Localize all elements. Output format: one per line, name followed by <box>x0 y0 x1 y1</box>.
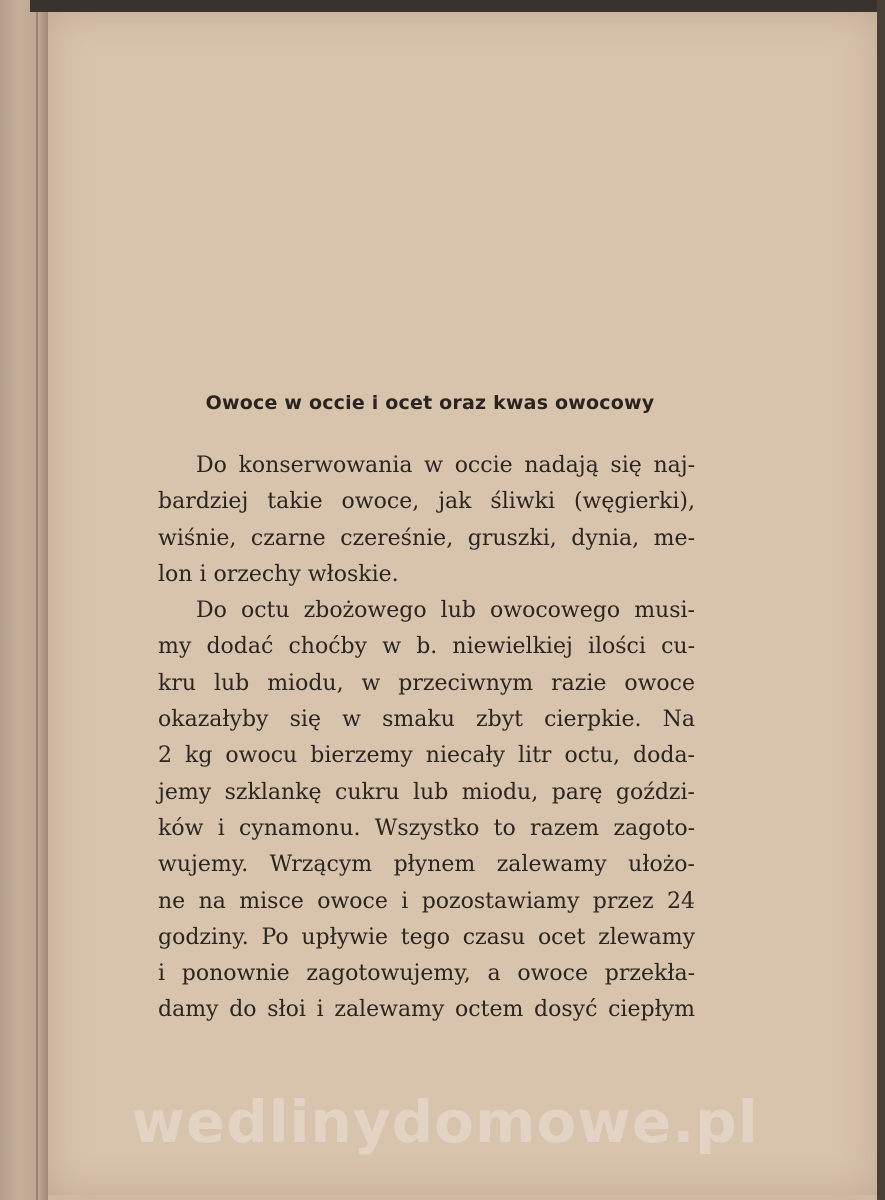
text-line: wiśnie, czarne czereśnie, gruszki, dynia, me- <box>158 525 695 551</box>
watermark: wedlinydomowe.pl <box>131 1088 759 1156</box>
section-heading: Owoce w occie i ocet oraz kwas owocowy <box>205 392 655 414</box>
text-line: ków i cynamonu. Wszystko to razem zagoto- <box>158 815 695 841</box>
text-line: godziny. Po upływie tego czasu ocet zlewamy <box>158 924 695 950</box>
text-line: lon i orzechy włoskie. <box>158 561 399 587</box>
text-line: my dodać choćby w b. niewielkiej ilości cu- <box>158 634 695 660</box>
text-line: Do octu zbożowego lub owocowego musi- <box>196 598 695 624</box>
text-line: kru lub miodu, w przeciwnym razie owoce <box>158 670 695 696</box>
text-line: Do konserwowania w occie nadają się naj- <box>196 453 695 478</box>
text-line: i ponownie zagotowujemy, a owoce przekła- <box>158 961 695 987</box>
page-top-edge <box>30 0 885 12</box>
text-line: 2 kg owocu bierzemy niecały litr octu, doda- <box>158 743 695 769</box>
text-line: wujemy. Wrzącym płynem zalewamy ułożo- <box>158 852 695 878</box>
body-text <box>158 448 695 1029</box>
spine-crease <box>36 0 38 1200</box>
text-line: okazałyby się w smaku zbyt cierpkie. Na <box>158 707 695 733</box>
text-line: damy do słoi i zalewamy octem dosyć ciepłym <box>158 997 695 1023</box>
text-line: bardziej takie owoce, jak śliwki (węgierki), <box>158 489 695 515</box>
page-right-edge <box>877 0 885 1200</box>
text-line: ne na misce owoce i pozostawiamy przez 24 <box>158 888 695 914</box>
text-line: jemy szklankę cukru lub miodu, parę goździ- <box>158 779 695 805</box>
book-spine <box>0 0 48 1200</box>
